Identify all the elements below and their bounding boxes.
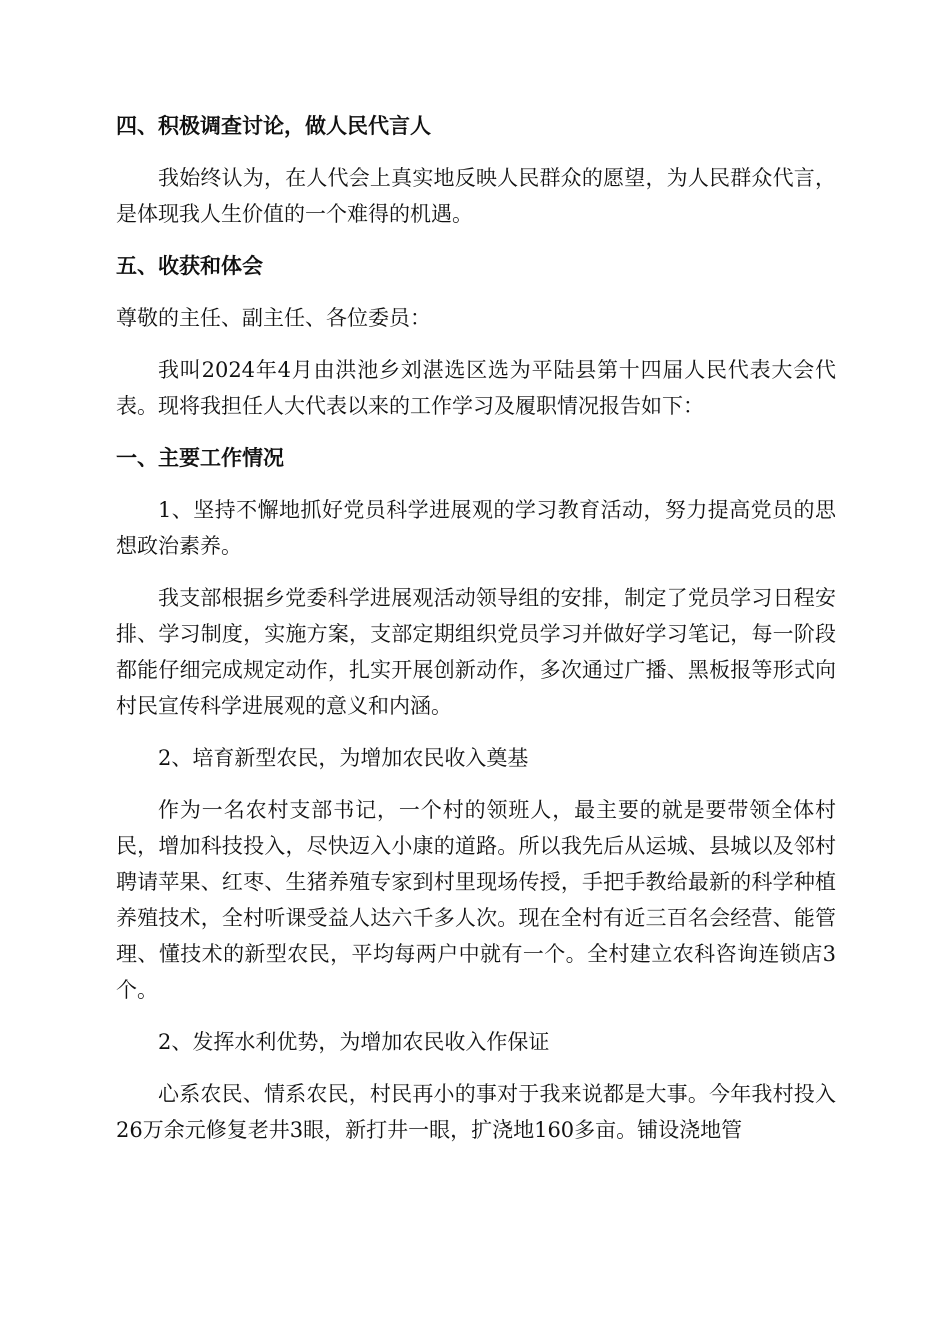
salutation: 尊敬的主任、副主任、各位委员： [116,306,431,330]
subheading-item-2b: 2、发挥水利优势，为增加农民收入作保证 [158,1030,550,1054]
section-heading-1: 一、主要工作情况 [116,446,284,470]
section-heading-5: 五、收获和体会 [116,254,263,278]
subheading-item-2a: 2、培育新型农民，为增加农民收入奠基 [158,746,529,770]
paragraph-party-study: 我支部根据乡党委科学进展观活动领导组的安排，制定了党员学习日程安排、学习制度，实施方案，支部定期组织党员学习并做好学习笔记，每一阶段都能仔细完成规定动作，扎实开展创新动作，多次通过广播、黑板报等形式向村民宣传科学进展观的意义和内涵。 [116,586,836,718]
subheading-item-1: 1、坚持不懈地抓好党员科学进展观的学习教育活动，努力提高党员的思想政治素养。 [116,498,836,558]
paragraph-introduction: 我叫2024年4月由洪池乡刘湛选区选为平陆县第十四届人民代表大会代表。现将我担任人大代表以来的工作学习及履职情况报告如下： [116,358,836,418]
paragraph-new-farmers: 作为一名农村支部书记，一个村的领班人，最主要的就是要带领全体村民，增加科技投入，尽快迈入小康的道路。所以我先后从运城、县城以及邻村聘请苹果、红枣、生猪养殖专家到村里现场传授，手把手教给最新的科学种植养殖技术，全村听课受益人达六千多人次。现在全村有近三百名会经营、能管理、懂技术的新型农民，平均每两户中就有一个。全村建立农科咨询连锁店3个。 [116,798,836,1002]
paragraph-representative-belief: 我始终认为，在人代会上真实地反映人民群众的愿望，为人民群众代言，是体现我人生价值的一个难得的机遇。 [116,166,836,226]
document-page [116,108,836,1164]
paragraph-water-conservancy: 心系农民、情系农民，村民再小的事对于我来说都是大事。今年我村投入26万余元修复老井3眼，新打井一眼，扩浇地160多亩。铺设浇地管 [116,1082,836,1142]
section-heading-4: 四、积极调查讨论，做人民代言人 [116,114,431,138]
